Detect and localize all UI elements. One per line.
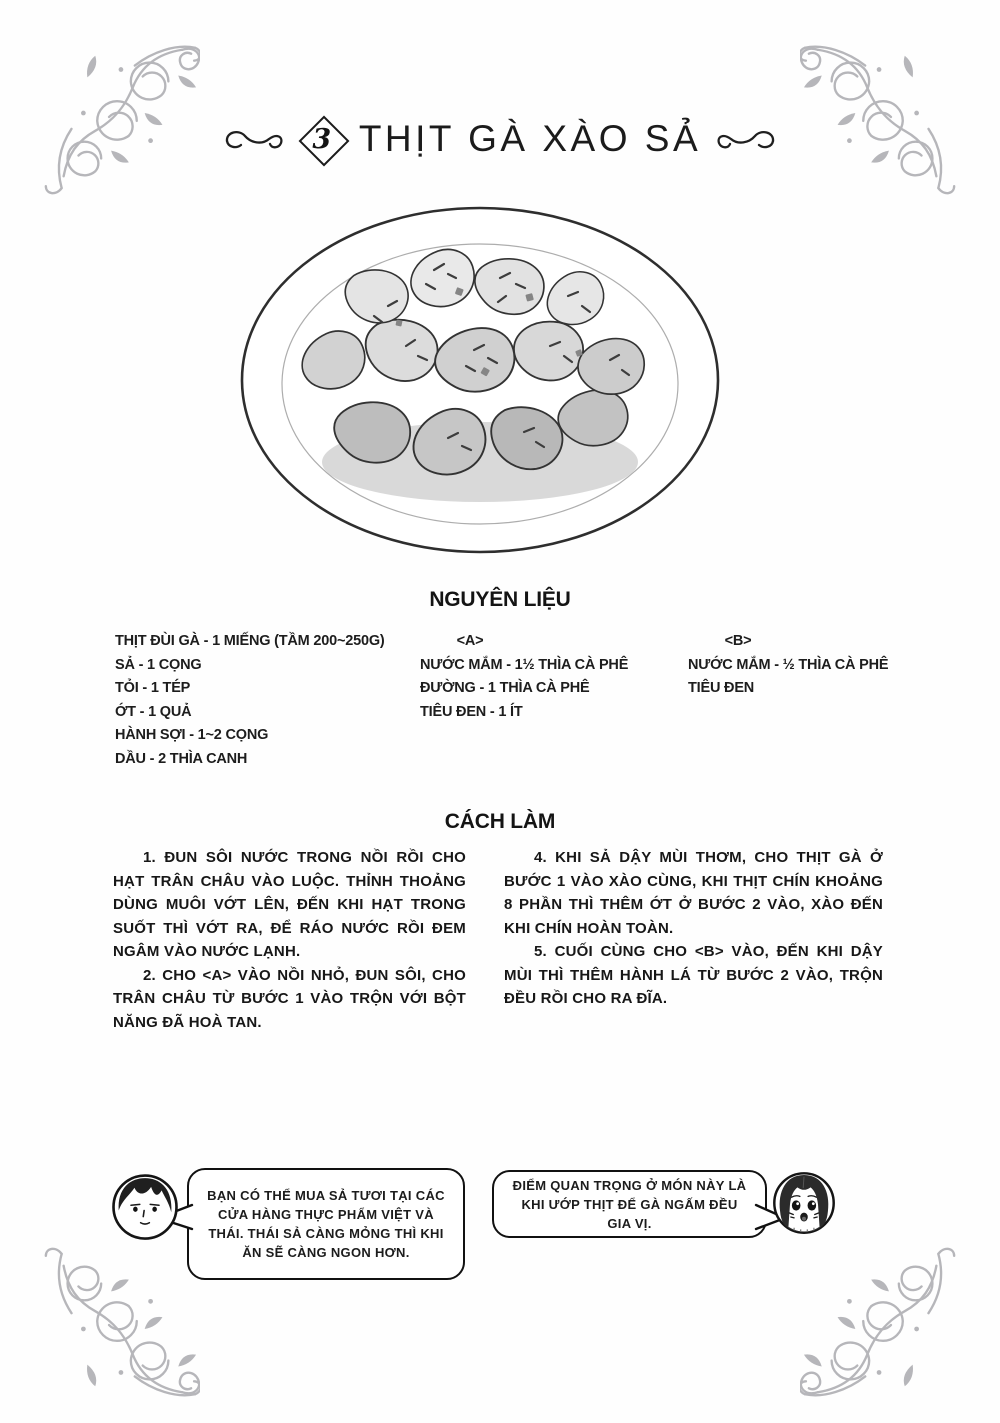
corner-flourish-icon	[32, 1244, 200, 1412]
ingredients-heading: NGUYÊN LIỆU	[429, 588, 571, 611]
group-a-label: <A>	[456, 633, 484, 649]
ingredient-item: NƯỚC MẮM - ½ THÌA CÀ PHÊ	[688, 656, 889, 673]
method-step: 5. CUỐI CÙNG CHO <B> VÀO, ĐẾN KHI DẬY MÙI THÌ THÊM HÀNH LÁ TỪ BƯỚC 2 VÀO, TRỘN ĐỀU RỒI CHO RA ĐĨA.	[504, 943, 883, 1007]
swirl-flourish-right-icon	[715, 124, 777, 154]
ingredient-group-b	[688, 630, 888, 701]
ingredient-list-main	[115, 630, 385, 771]
ingredient-item: HÀNH SỢI - 1~2 CỌNG	[115, 727, 269, 743]
dish-illustration	[238, 200, 723, 560]
method-steps-right-column	[504, 846, 883, 1011]
method-step: 2. CHO <A> VÀO NỒI NHỎ, ĐUN SÔI, CHO TRÂN CHÂU TỪ BƯỚC 1 VÀO TRỘN VỚI BỘT NĂNG ĐÃ HOÀ TAN.	[113, 966, 466, 1031]
ingredient-item: THỊT ĐÙI GÀ - 1 MIẾNG (TẦM 200~250G)	[115, 633, 385, 649]
method-step: 1. ĐUN SÔI NƯỚC TRONG NỒI RỒI CHO HẠT TRÂN CHÂU VÀO LUỘC. THỈNH THOẢNG DÙNG MUÔI VỚT LÊN, ĐẾN KHI HẠT TRONG SUỐT THÌ VỚT RA, ĐỂ RÁO NƯỚC RỒI ĐEM NGÂM VÀO NƯỚC LẠNH.	[113, 849, 466, 960]
tip-bubble-right	[492, 1170, 767, 1238]
ingredient-item: ỚT - 1 QUẢ	[115, 703, 192, 720]
title-row	[0, 116, 1000, 162]
ingredient-item: ĐƯỜNG - 1 THÌA CÀ PHÊ	[420, 680, 590, 696]
ingredient-item: TỎI - 1 TÉP	[115, 680, 191, 696]
tip-text-left: BẠN CÓ THỂ MUA SẢ TƯƠI TẠI CÁC CỬA HÀNG THỰC PHẨM VIỆT VÀ THÁI. THÁI SẢ CÀNG MỎNG THÌ KHI ĂN SẼ CÀNG NGON HƠN.	[207, 1188, 445, 1260]
tip-bubble-left	[187, 1168, 465, 1280]
tip-text-right: ĐIỂM QUAN TRỌNG Ở MÓN NÀY LÀ KHI ƯỚP THỊT ĐỂ GÀ NGẤM ĐỀU GIA VỊ.	[512, 1177, 747, 1231]
ingredient-item: TIÊU ĐEN - 1 ÍT	[420, 703, 523, 720]
swirl-flourish-left-icon	[223, 124, 285, 154]
ingredient-item: TIÊU ĐEN	[688, 680, 755, 696]
male-chef-avatar	[110, 1172, 180, 1242]
ingredient-item: SẢ - 1 CỌNG	[115, 656, 202, 673]
ingredient-item: NƯỚC MẮM - 1½ THÌA CÀ PHÊ	[420, 656, 629, 673]
method-step: 4. KHI SẢ DẬY MÙI THƠM, CHO THỊT GÀ Ở BƯỚC 1 VÀO XÀO CÙNG, KHI THỊT CHÍN KHOẢNG 8 PHẦN THÌ THÊM ỚT Ở BƯỚC 2 VÀO, XÀO ĐẾN KHI CHÍN HOÀN TOÀN.	[504, 849, 883, 937]
chapter-number-badge	[299, 116, 345, 162]
ingredient-group-a	[420, 630, 628, 724]
page-title: THỊT GÀ XÀO SẢ	[358, 118, 702, 159]
corner-flourish-icon	[32, 30, 200, 198]
method-steps-left-column	[113, 846, 466, 1034]
corner-flourish-icon	[800, 1244, 968, 1412]
female-character-avatar	[771, 1170, 837, 1236]
ingredient-item: DẦU - 2 THÌA CANH	[115, 750, 248, 767]
corner-flourish-icon	[800, 30, 968, 198]
method-heading: CÁCH LÀM	[444, 810, 556, 833]
group-b-label: <B>	[724, 633, 752, 649]
chapter-number: 3	[312, 123, 332, 155]
